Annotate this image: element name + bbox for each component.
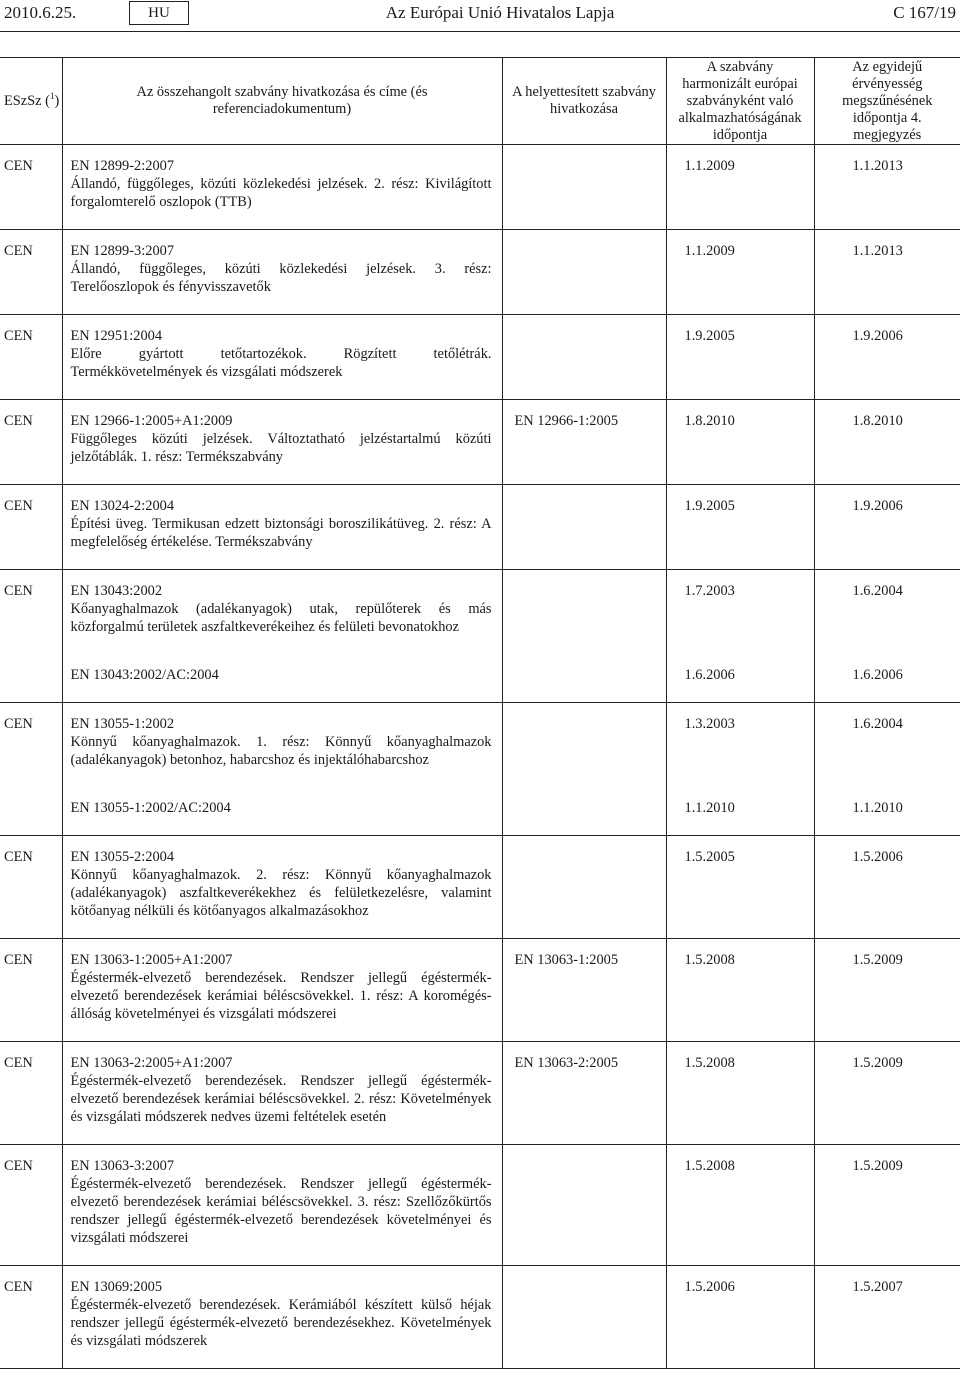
row-date-cessation: 1.5.2009 [814,1145,960,1266]
row-date-cessation: 1.6.2004 [814,570,960,655]
row-org: CEN [0,939,62,1042]
standard-description: Építési üveg. Termikusan edzett biztonsági boroszilikátüveg. 2. rész: A megfelelőség értékelése. Termékszabvány [70,516,492,550]
publication-date: 2010.6.25. [4,3,77,22]
row-title [62,1042,502,1145]
row-date-cessation: 1.9.2006 [814,315,960,400]
row-org: CEN [0,1266,62,1369]
row-title [62,400,502,485]
row-superseded: EN 13063-1:2005 [502,939,666,1042]
header-title: Az összehangolt szabvány hivatkozása és címe (és referenciadokumentum) [62,58,502,145]
standard-code: EN 13063-3:2007 [70,1158,175,1174]
row-title [62,1145,502,1266]
row-date-cessation: 1.1.2013 [814,230,960,315]
row-date-cessation: 1.9.2006 [814,485,960,570]
table-row [0,315,960,400]
row-date-applicable: 1.5.2006 [666,1266,814,1369]
table-row [0,836,960,939]
row-date-cessation: 1.5.2009 [814,939,960,1042]
row-date-applicable: 1.3.2003 [666,703,814,788]
standard-description: Állandó, függőleges, közúti közlekedési jelzések. 3. rész: Terelőoszlopok és fényvisszavetők [70,261,492,295]
row-superseded [502,1145,666,1266]
subrow-date-applicable: 1.1.2010 [666,787,814,836]
table-row [0,939,960,1042]
row-org: CEN [0,230,62,315]
row-org: CEN [0,1145,62,1266]
row-date-cessation: 1.5.2006 [814,836,960,939]
table-subrow [0,654,960,703]
table-row [0,1266,960,1369]
row-title [62,485,502,570]
row-superseded [502,836,666,939]
subrow-date-cessation: 1.6.2006 [814,654,960,703]
journal-title: Az Európai Unió Hivatalos Lapja [385,3,615,22]
header-org: ESzSz ($^1$) [0,58,62,145]
header-date-cessation: Az egyidejű érvényesség megszűnésének időpontja 4. megjegyzés [814,58,960,145]
standard-code: EN 12966-1:2005+A1:2009 [70,413,233,429]
row-superseded: EN 13063-2:2005 [502,1042,666,1145]
row-title [62,315,502,400]
standard-code: EN 13069:2005 [70,1279,163,1295]
table-row [0,1042,960,1145]
standard-description: Előre gyártott tetőtartozékok. Rögzített tetőlétrák. Termékkövetelmények és vizsgálati módszerek [70,346,492,380]
standard-description: Állandó, függőleges, közúti közlekedési jelzések. 2. rész: Kivilágított forgalomterelő oszlopok (TTB) [70,176,492,210]
row-superseded [502,1266,666,1369]
table-row [0,230,960,315]
subrow-date-cessation: 1.1.2010 [814,787,960,836]
row-date-cessation: 1.8.2010 [814,400,960,485]
table-row [0,400,960,485]
row-org: CEN [0,703,62,836]
row-date-applicable: 1.5.2008 [666,1145,814,1266]
subrow-superseded [502,787,666,836]
standard-code: EN 13024-2:2004 [70,498,175,514]
standard-code: EN 13055-1:2002 [70,716,175,732]
page-number: C 167/19 [893,3,956,22]
standard-code: EN 12951:2004 [70,328,163,344]
standard-description: Égéstermék-elvezető berendezések. Rendszer jellegű égéstermék-elvezető berendezések kerámiai béléscsövekkel. 1. rész: A koromégés-állóság követelményei és vizsgálati módszerei [70,970,492,1022]
subrow-superseded [502,654,666,703]
row-title [62,230,502,315]
standard-description: Égéstermék-elvezető berendezések. Rendszer jellegű égéstermék-elvezető berendezések kerámiai béléscsövekkel. 3. rész: Szellőzőkürtős rendszer jellegű égéstermék-elvezető berendezések követelményei és vizsgálati módszerei [70,1176,492,1246]
table-body [0,145,960,1369]
row-org: CEN [0,145,62,230]
standard-code: EN 13063-2:2005+A1:2007 [70,1055,233,1071]
subrow-date-applicable: 1.6.2006 [666,654,814,703]
row-date-applicable: 1.1.2009 [666,230,814,315]
row-date-cessation: 1.1.2013 [814,145,960,230]
table-row [0,485,960,570]
row-title [62,570,502,655]
table-header-row [0,58,960,145]
standard-description: Égéstermék-elvezető berendezések. Kerámiából készített külső héjak rendszer jellegű égéstermék-elvezető berendezésekhez. Követelmények és vizsgálati módszerek [70,1297,492,1349]
row-date-cessation: 1.5.2009 [814,1042,960,1145]
standard-description: Kőanyaghalmazok (adalékanyagok) utak, repülőterek és más közforgalmú területek aszfaltkeverékeihez és felületi bevonatokhoz [70,601,492,635]
header-superseded: A helyettesített szabvány hivatkozása [502,58,666,145]
standards-table [0,57,960,1369]
row-org: CEN [0,836,62,939]
standard-code: EN 13055-2:2004 [70,849,175,865]
standard-description: Égéstermék-elvezető berendezések. Rendszer jellegű égéstermék-elvezető berendezések kerámiai béléscsövekkel. 2. rész: Követelmények és vizsgálati módszerek nedves üzemi feltételek esetén [70,1073,492,1125]
standard-description: Könnyű kőanyaghalmazok. 2. rész: Könnyű kőanyaghalmazok (adalékanyagok) aszfaltkeverékekhez és felületkezelésre, valamint kötőanyag nélküli és kötőanyagos alkalmazásokhoz [70,867,492,919]
row-org: CEN [0,570,62,703]
page-header [0,0,960,26]
row-org: CEN [0,1042,62,1145]
row-org: CEN [0,400,62,485]
table-row [0,1145,960,1266]
row-title [62,145,502,230]
row-date-applicable: 1.8.2010 [666,400,814,485]
table-row [0,703,960,788]
standard-code: EN 12899-2:2007 [70,158,175,174]
subrow-title: EN 13043:2002/AC:2004 [62,654,502,703]
row-superseded: EN 12966-1:2005 [502,400,666,485]
row-date-applicable: 1.5.2008 [666,939,814,1042]
standard-description: Könnyű kőanyaghalmazok. 1. rész: Könnyű kőanyaghalmazok (adalékanyagok) betonhoz, habarcshoz és injektálóhabarcshoz [70,734,492,768]
row-title [62,836,502,939]
row-org: CEN [0,315,62,400]
row-superseded [502,145,666,230]
language-badge: HU [129,1,189,25]
header-date-applicable: A szabvány harmonizált európai szabványként való alkalmazhatóságának időpontja [666,58,814,145]
subrow-title: EN 13055-1:2002/AC:2004 [62,787,502,836]
standard-code: EN 13063-1:2005+A1:2007 [70,952,233,968]
row-date-applicable: 1.7.2003 [666,570,814,655]
row-date-cessation: 1.5.2007 [814,1266,960,1369]
row-superseded [502,703,666,788]
table-subrow [0,787,960,836]
row-title [62,703,502,788]
standard-code: EN 12899-3:2007 [70,243,175,259]
row-superseded [502,230,666,315]
table-row [0,145,960,230]
table-row [0,570,960,655]
row-superseded [502,570,666,655]
header-rule [0,31,960,32]
row-date-applicable: 1.9.2005 [666,485,814,570]
row-date-applicable: 1.5.2005 [666,836,814,939]
row-date-applicable: 1.1.2009 [666,145,814,230]
row-date-applicable: 1.9.2005 [666,315,814,400]
standard-code: EN 13043:2002 [70,583,163,599]
row-org: CEN [0,485,62,570]
row-title [62,939,502,1042]
row-date-applicable: 1.5.2008 [666,1042,814,1145]
row-superseded [502,485,666,570]
row-title [62,1266,502,1369]
standard-description: Függőleges közúti jelzések. Változtatható jelzéstartalmú közúti jelzőtáblák. 1. rész: Termékszabvány [70,431,492,465]
row-superseded [502,315,666,400]
row-date-cessation: 1.6.2004 [814,703,960,788]
